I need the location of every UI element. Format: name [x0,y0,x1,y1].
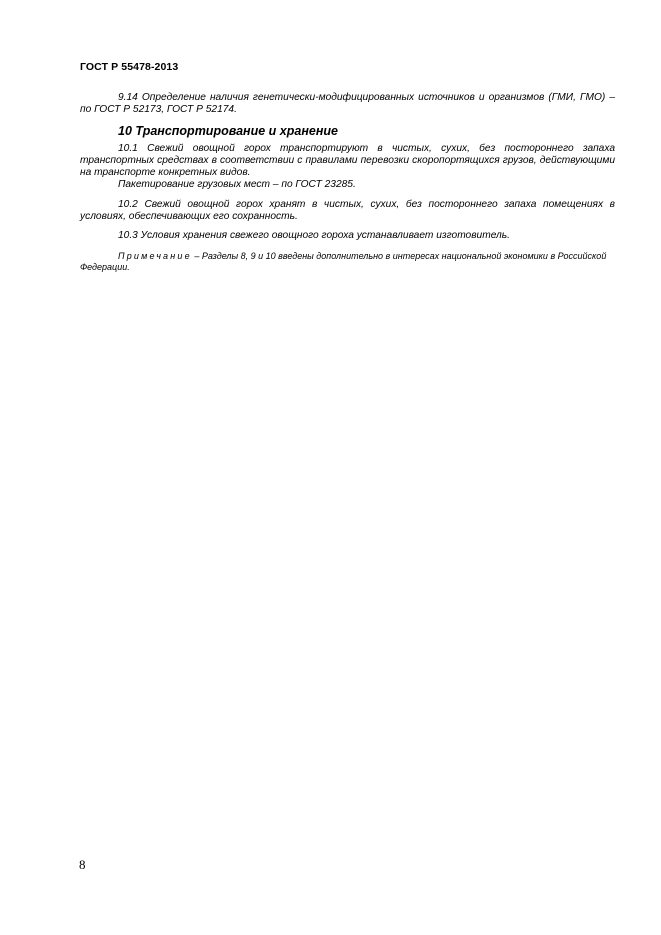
section-10-title: 10 Транспортирование и хранение [118,123,338,138]
note-label: Примечание [118,250,192,261]
paragraph-10-2: 10.2 Свежий овощной горох хранят в чистых, сухих, без постороннего запаха помещениях в условиях, обеспечивающих его сохранность. [80,198,615,223]
paragraph-10-3: 10.3 Условия хранения свежего овощного гороха устанавливает изготовитель. [118,230,510,242]
document-body [80,92,615,282]
note-text: – Разделы 8, 9 и 10 введены дополнительно в интересах национальной экономики в Российской Федерации. [80,250,607,272]
paragraph-packaging: Пакетирование грузовых мест – по ГОСТ 23285. [118,179,356,191]
note [80,251,615,273]
paragraph-10-1: 10.1 Свежий овощной горох транспортируют в чистых, сухих, без постороннего запаха транспортных средствах в соответствии с правилами перевозки скоропортящихся грузов, действующими на транспорте конкретных видов. [80,142,615,179]
paragraph-9-14: 9.14 Определение наличия генетически-модифицированных источников и организмов (ГМИ, ГМО) – по ГОСТ Р 52173, ГОСТ Р 52174. [80,92,615,116]
page-number: 8 [79,857,86,872]
document-header: ГОСТ Р 55478-2013 [80,61,179,73]
